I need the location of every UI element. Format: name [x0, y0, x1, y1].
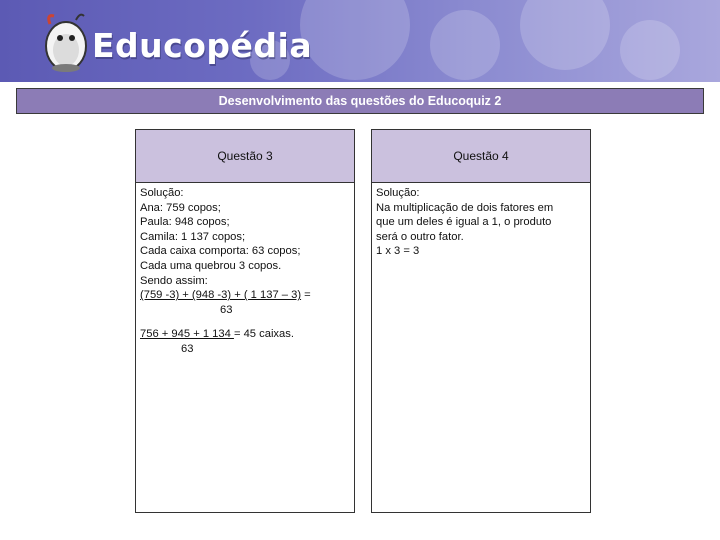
solution-line: que um deles é igual a 1, o produto [376, 216, 552, 229]
question-card-header [136, 130, 354, 183]
mouse-mascot-icon [36, 10, 100, 74]
question-card-3 [135, 129, 355, 513]
page-title-bar [16, 88, 704, 114]
fraction-2-numerator-line [140, 327, 350, 342]
question-card-header [372, 130, 590, 183]
solution-line: Solução: [376, 187, 420, 199]
fraction-2-equals: = 45 caixas. [233, 328, 294, 341]
solution-line: Camila: 1 137 copos; [140, 230, 246, 243]
solution-line: 1 x 3 = 3 [376, 245, 420, 258]
fraction-1-numerator: (759 -3) + (948 -3) + ( 1 137 – 3) [140, 289, 302, 302]
solution-line: Cada caixa comporta: 63 copos; [140, 245, 301, 258]
question-title: Questão 4 [453, 149, 509, 163]
logo[interactable] [36, 6, 313, 78]
solution-line: Sendo assim: [140, 274, 208, 287]
question-card-4 [371, 129, 591, 513]
solution-line: Ana: 759 copos; [140, 201, 221, 214]
fraction-2-denominator: 63 [181, 342, 194, 355]
solution-line: Na multiplicação de dois fatores em [376, 201, 554, 214]
decor-bubble [520, 0, 610, 70]
solution-line: Paula: 948 copos; [140, 216, 230, 229]
question-solution [372, 183, 590, 259]
fraction-1-equals: = [301, 289, 311, 302]
decor-bubble [430, 10, 500, 80]
header-banner [0, 0, 720, 82]
fraction-1-numerator-line [140, 288, 350, 303]
fraction-2-numerator: 756 + 945 + 1 134 [140, 328, 234, 341]
solution-line: será o outro fator. [376, 230, 464, 243]
question-title: Questão 3 [217, 149, 273, 163]
decor-bubble [300, 0, 410, 80]
solution-line: Cada uma quebrou 3 copos. [140, 259, 282, 272]
fraction-1-denominator: 63 [220, 303, 233, 316]
question-solution [136, 183, 354, 357]
logo-text: Educopédia [92, 26, 313, 65]
spacer [140, 317, 350, 327]
page-title: Desenvolvimento das questões do Educoquiz 2 [218, 94, 502, 108]
decor-bubble [620, 20, 680, 80]
solution-line: Solução: [140, 187, 184, 199]
